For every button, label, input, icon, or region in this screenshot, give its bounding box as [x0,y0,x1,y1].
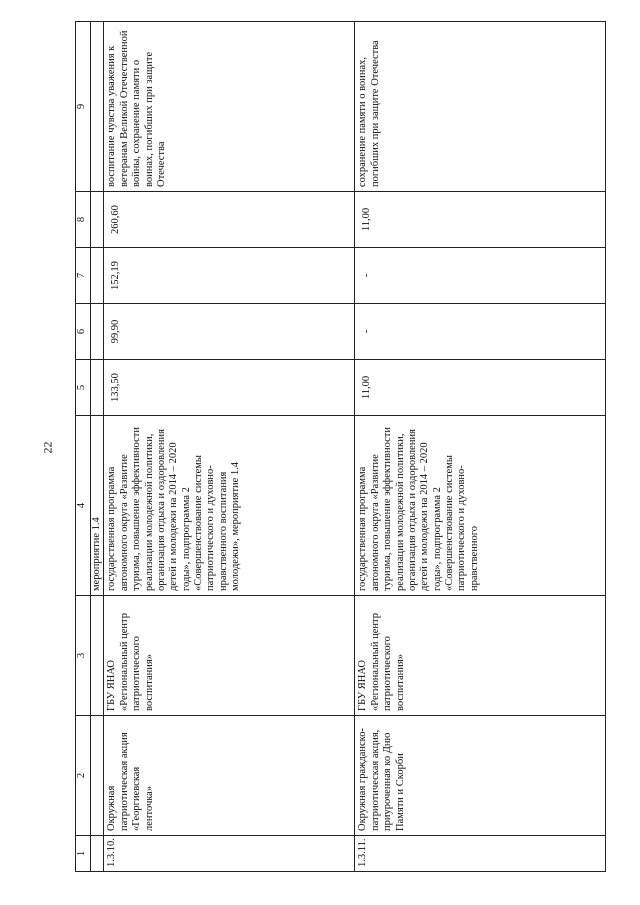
empty-cell [91,596,104,716]
empty-cell [91,192,104,248]
empty-cell [91,22,104,192]
executor: ГБУ ЯНАО «Региональный центр патриотического воспитания» [104,596,355,716]
rotated-table-container [75,22,635,872]
page-number: 22 [40,441,55,454]
funding-program: государственная программа автономного округа «Развитие туризма, повышение эффективности реализации молодежной политики, организация отдыха и оздоровления детей и молодежи на 2014 – 2020 годы», подпрограмма 2 «Совершенствование системы патриотического и духовно-нравственного [355,416,606,596]
column-header: 1 [76,836,91,872]
plan-table [75,21,606,872]
empty-cell [91,360,104,416]
column-header: 2 [76,716,91,836]
table-row [104,22,355,872]
row-id: 1.3.10. [104,836,355,872]
column-header: 9 [76,22,91,192]
column-header: 3 [76,596,91,716]
expected-result: воспитание чувства уважения к ветеранам Великой Отечественной войны, сохранение памяти о воинах, погибших при защите Отечества [104,22,355,192]
value-col7: - [355,248,606,304]
value-col8: 11,00 [355,192,606,248]
value-col7: 152,19 [104,248,355,304]
column-header: 6 [76,304,91,360]
empty-cell [91,248,104,304]
prelude-row [91,22,104,872]
empty-cell [91,836,104,872]
table-row [355,22,606,872]
value-col6: - [355,304,606,360]
value-col5: 133,50 [104,360,355,416]
empty-cell [91,716,104,836]
row-id: 1.3.11. [355,836,606,872]
value-col5: 11,00 [355,360,606,416]
column-header: 5 [76,360,91,416]
column-header: 8 [76,192,91,248]
column-header: 4 [76,416,91,596]
event-name: Окружная гражданско-патриотическая акция, приуроченная ко Дню Памяти и Скорби [355,716,606,836]
value-col6: 99,90 [104,304,355,360]
value-col8: 260,60 [104,192,355,248]
column-header: 7 [76,248,91,304]
column-number-row [76,22,91,872]
expected-result: сохранение памяти о воинах, погибших при защите Отечества [355,22,606,192]
event-name: Окружная патриотическая акция «Георгиевская ленточка» [104,716,355,836]
funding-program: государственная программа автономного округа «Развитие туризма, повышение эффективности реализации молодежной политики, организация отдыха и оздоровления детей и молодежи на 2014 – 2020 годы», подпрограмма 2 «Совершенствование системы патриотического и духовно-нравственного воспитания молодежи», мероприятие 1.4 [104,416,355,596]
empty-cell [91,304,104,360]
prelude-text: мероприятие 1.4 [91,416,104,596]
executor: ГБУ ЯНАО «Региональный центр патриотического воспитания» [355,596,606,716]
